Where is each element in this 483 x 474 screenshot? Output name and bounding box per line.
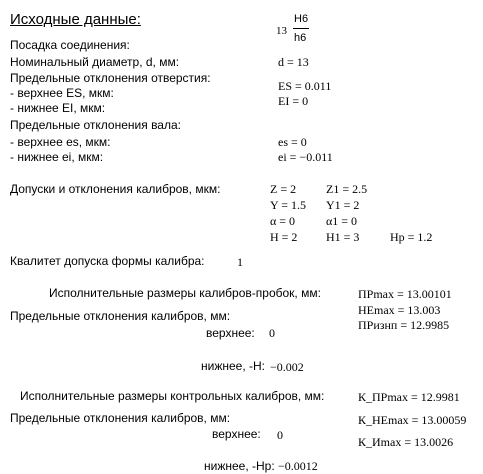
- hole-upper-label: - верхнее ES, мкм:: [10, 86, 114, 100]
- plug-lower-value: −0.002: [270, 360, 304, 374]
- shaft-lower-value: ei = −0.011: [278, 150, 333, 164]
- fit-designation: [276, 13, 336, 49]
- plug-upper-value: 0: [269, 326, 275, 340]
- tolerance-z1: Z1 = 2.5: [326, 182, 368, 196]
- tolerance-y1: Y1 = 2: [326, 198, 360, 212]
- fit-denominator: h6: [294, 32, 307, 44]
- control-lower-value: −0.0012: [278, 459, 318, 473]
- shaft-upper-label: - верхнее es, мкм:: [10, 135, 111, 149]
- hole-upper-value: ES = 0.011: [278, 79, 332, 93]
- control-k-ne-max: К_НЕmax = 13.00059: [358, 413, 467, 427]
- quality-label: Квалитет допуска формы калибра:: [10, 254, 205, 268]
- shaft-upper-value: es = 0: [278, 135, 307, 149]
- plug-dev-label: Предельные отклонения калибров, мм:: [10, 309, 231, 323]
- fit-prefix: 13: [276, 25, 287, 37]
- control-upper-value: 0: [277, 428, 283, 442]
- control-upper-label: верхнее:: [212, 427, 261, 441]
- control-lower-label: нижнее, -Нр:: [204, 459, 275, 473]
- diameter-label: Номинальный диаметр, d, мм:: [10, 55, 180, 69]
- diameter-value: d = 13: [278, 55, 309, 69]
- hole-lower-label: - нижнее EI, мкм:: [10, 101, 106, 115]
- tolerance-z: Z = 2: [270, 182, 297, 196]
- tolerance-y: Y = 1.5: [270, 198, 306, 212]
- plug-pr-izn: ПРизнп = 12.9985: [358, 318, 450, 332]
- shaft-lower-label: - нижнее ei, мкм:: [10, 150, 104, 164]
- plug-heading: Исполнительные размеры калибров-пробок, мм:: [49, 286, 321, 300]
- tolerance-alpha: α = 0: [270, 214, 296, 228]
- control-dev-label: Предельные отклонения калибров, мм:: [10, 411, 231, 425]
- control-k-pr-max: К_ПРmax = 12.9981: [358, 390, 460, 404]
- fit-numerator: H6: [294, 13, 309, 25]
- control-heading: Исполнительные размеры контрольных калибров, мм:: [20, 389, 325, 403]
- shaft-heading: Предельные отклонения вала:: [10, 118, 181, 132]
- hole-heading: Предельные отклонения отверстия:: [10, 71, 211, 85]
- plug-lower-label: нижнее, -Н:: [201, 359, 265, 373]
- plug-upper-label: верхнее:: [206, 326, 255, 340]
- hole-lower-value: EI = 0: [278, 94, 309, 108]
- fit-label: Посадка соединения:: [10, 38, 130, 52]
- control-k-i-max: К_Иmax = 13.0026: [358, 435, 454, 449]
- quality-value: 1: [237, 255, 243, 269]
- fraction-bar: [293, 28, 309, 29]
- tolerance-alpha1: α1 = 0: [326, 214, 358, 228]
- tolerances-label: Допуски и отклонения калибров, мкм:: [10, 182, 221, 196]
- plug-ne-max: НЕmax = 13.003: [358, 303, 441, 317]
- page-title: Исходные данные:: [10, 11, 141, 28]
- tolerance-h: H = 2: [270, 230, 298, 244]
- plug-pr-max: ПРmax = 13.00101: [358, 287, 452, 301]
- tolerance-h1: H1 = 3: [326, 230, 360, 244]
- tolerance-hp: Hp = 1.2: [390, 230, 433, 244]
